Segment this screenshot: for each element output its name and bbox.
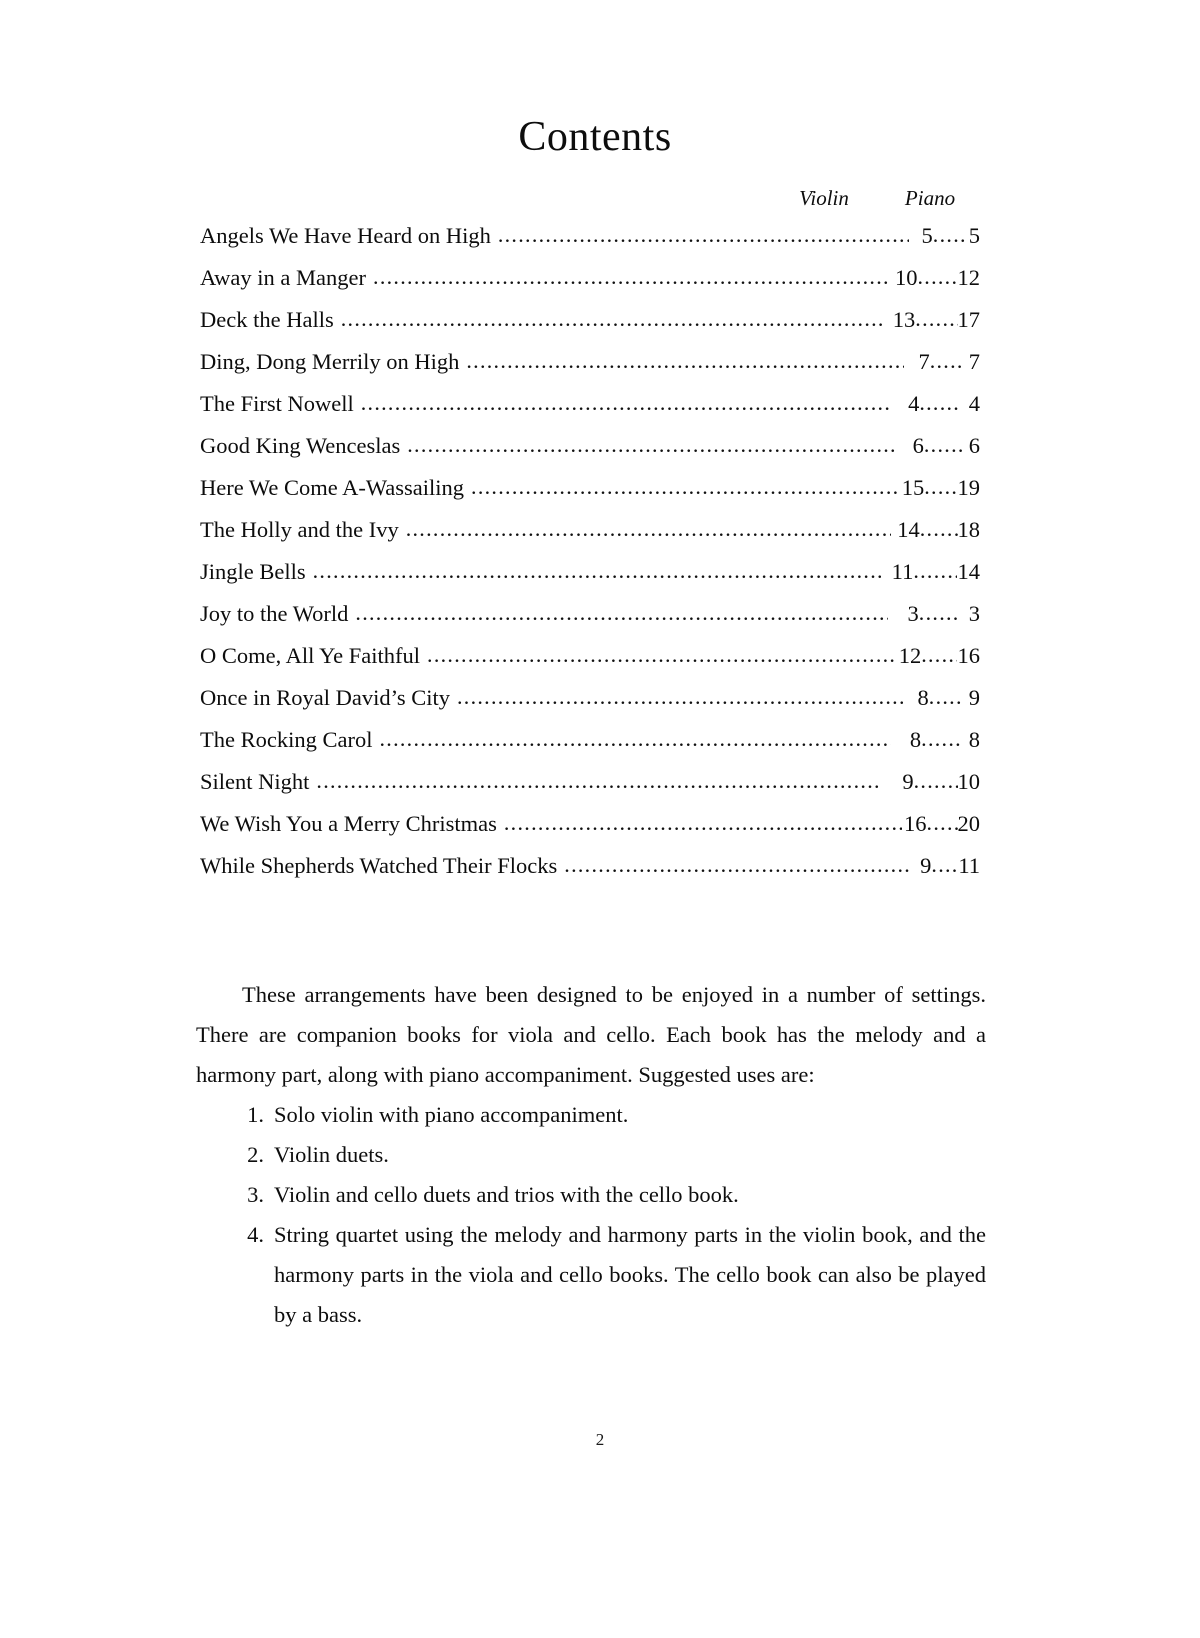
suggested-uses-list bbox=[196, 1095, 986, 1335]
list-item-number: 3. bbox=[247, 1182, 264, 1207]
toc-page-piano: 16 bbox=[957, 643, 980, 668]
page-title: Contents bbox=[518, 114, 672, 160]
list-item bbox=[234, 1215, 986, 1335]
toc-page-piano: 10 bbox=[957, 769, 980, 794]
toc-entry[interactable] bbox=[200, 813, 980, 855]
dot-leader-secondary bbox=[921, 728, 961, 751]
dot-leader bbox=[316, 770, 881, 793]
toc-entry-title: Good King Wenceslas bbox=[200, 433, 401, 458]
toc-page-piano: 9 bbox=[968, 685, 981, 710]
toc-entry[interactable] bbox=[200, 351, 980, 393]
toc-page-violin: 3 bbox=[907, 601, 919, 626]
dot-leader bbox=[406, 518, 892, 541]
toc-page-violin: 9 bbox=[902, 769, 914, 794]
toc-entry-title: Away in a Manger bbox=[200, 265, 367, 290]
dot-leader-secondary bbox=[921, 644, 957, 667]
dot-leader-secondary bbox=[929, 686, 964, 709]
dot-leader bbox=[504, 812, 902, 835]
toc-page-violin: 8 bbox=[909, 727, 922, 752]
dot-leader-secondary bbox=[917, 266, 957, 289]
toc-page-violin: 7 bbox=[918, 349, 930, 374]
toc-entry[interactable] bbox=[200, 645, 980, 687]
column-header-violin: Violin bbox=[799, 186, 849, 210]
toc-entry[interactable] bbox=[200, 729, 980, 771]
list-item-text: String quartet using the melody and harmony parts in the violin book, and the harmony parts in the viola and cello books. The cello book can also be played by a bass. bbox=[274, 1222, 986, 1327]
dot-leader bbox=[355, 602, 888, 625]
toc-page-piano: 18 bbox=[957, 517, 980, 542]
toc-page-piano: 14 bbox=[957, 559, 980, 584]
page-number: 2 bbox=[595, 1430, 605, 1449]
dot-leader bbox=[466, 350, 904, 373]
toc-entry-title: Silent Night bbox=[200, 769, 310, 794]
toc-page-violin: 11 bbox=[891, 559, 914, 584]
toc-entry-title: Here We Come A-Wassailing bbox=[200, 475, 465, 500]
dot-leader bbox=[427, 644, 894, 667]
toc-entry-title: While Shepherds Watched Their Flocks bbox=[200, 853, 558, 878]
dot-leader bbox=[457, 686, 903, 709]
toc-entry-list bbox=[200, 225, 980, 897]
dot-leader bbox=[313, 560, 881, 583]
dot-leader bbox=[341, 308, 884, 331]
toc-page-violin: 5 bbox=[921, 223, 933, 248]
toc-page-violin: 13 bbox=[892, 307, 916, 332]
dot-leader bbox=[379, 728, 891, 751]
toc-page-piano: 4 bbox=[968, 391, 981, 416]
list-item-number: 4. bbox=[247, 1222, 264, 1247]
toc-entry[interactable] bbox=[200, 855, 980, 897]
toc-entry-title: We Wish You a Merry Christmas bbox=[200, 811, 497, 836]
toc-page-violin: 10 bbox=[894, 265, 918, 290]
dot-leader-secondary bbox=[924, 476, 957, 499]
toc-entry[interactable] bbox=[200, 519, 980, 561]
dot-leader-secondary bbox=[931, 854, 958, 877]
toc-page-piano: 7 bbox=[968, 349, 980, 374]
dot-leader-secondary bbox=[924, 434, 962, 457]
dot-leader bbox=[498, 224, 909, 247]
toc-entry-title: The Rocking Carol bbox=[200, 727, 373, 752]
toc-page-violin: 8 bbox=[917, 685, 929, 710]
toc-entry[interactable] bbox=[200, 561, 980, 603]
toc-page-violin: 4 bbox=[908, 391, 920, 416]
list-item bbox=[234, 1095, 986, 1135]
toc-entry-title: Once in Royal David’s City bbox=[200, 685, 450, 710]
toc-entry-title: Joy to the World bbox=[200, 601, 349, 626]
table-of-contents bbox=[200, 158, 980, 897]
dot-leader-secondary bbox=[914, 770, 958, 793]
list-item-text: Violin duets. bbox=[274, 1142, 389, 1167]
toc-entry-title: O Come, All Ye Faithful bbox=[200, 643, 421, 668]
toc-column-headers bbox=[200, 186, 980, 211]
toc-page-violin: 12 bbox=[898, 643, 922, 668]
toc-page-piano: 20 bbox=[957, 811, 980, 836]
toc-page-piano: 11 bbox=[958, 853, 980, 878]
dot-leader-secondary bbox=[933, 224, 965, 247]
notes-paragraph: These arrangements have been designed to be enjoyed in a number of settings. There are companion books for viola and cello. Each book has the melody and a harmony part, along with piano accompaniment. Suggested uses are: bbox=[196, 982, 986, 1087]
toc-page-violin: 14 bbox=[897, 517, 920, 542]
toc-entry[interactable] bbox=[200, 477, 980, 519]
toc-entry[interactable] bbox=[200, 267, 980, 309]
toc-entry-title: Deck the Halls bbox=[200, 307, 334, 332]
dot-leader-secondary bbox=[920, 518, 958, 541]
toc-page-piano: 8 bbox=[968, 727, 980, 752]
toc-entry[interactable] bbox=[200, 603, 980, 645]
dot-leader-secondary bbox=[927, 812, 958, 835]
list-item bbox=[234, 1135, 986, 1175]
dot-leader-secondary bbox=[919, 392, 960, 415]
column-header-piano: Piano bbox=[904, 186, 956, 210]
dot-leader bbox=[361, 392, 889, 415]
toc-page-piano: 3 bbox=[968, 601, 981, 626]
list-item-number: 1. bbox=[247, 1102, 264, 1127]
toc-entry[interactable] bbox=[200, 687, 980, 729]
list-item bbox=[234, 1175, 986, 1215]
toc-page-piano: 5 bbox=[968, 223, 981, 248]
toc-entry[interactable] bbox=[200, 393, 980, 435]
list-item-text: Solo violin with piano accompaniment. bbox=[274, 1102, 629, 1127]
performance-notes bbox=[196, 897, 986, 1335]
list-item-number: 2. bbox=[247, 1142, 264, 1167]
dot-leader bbox=[373, 266, 888, 289]
toc-entry-title: Ding, Dong Merrily on High bbox=[200, 349, 460, 374]
toc-page-violin: 15 bbox=[901, 475, 925, 500]
toc-entry-title: Jingle Bells bbox=[200, 559, 306, 584]
toc-entry-title: Angels We Have Heard on High bbox=[200, 223, 491, 248]
list-item-text: Violin and cello duets and trios with the cello book. bbox=[274, 1182, 739, 1207]
toc-entry-title: The First Nowell bbox=[200, 391, 354, 416]
dot-leader-secondary bbox=[919, 602, 960, 625]
toc-page-violin: 9 bbox=[920, 853, 932, 878]
toc-entry[interactable] bbox=[200, 771, 980, 813]
toc-entry[interactable] bbox=[200, 435, 980, 477]
dot-leader bbox=[407, 434, 895, 457]
toc-entry[interactable] bbox=[200, 309, 980, 351]
dot-leader-secondary bbox=[930, 350, 964, 373]
toc-entry-title: The Holly and the Ivy bbox=[200, 517, 399, 542]
dot-leader-secondary bbox=[915, 308, 957, 331]
toc-entry[interactable] bbox=[200, 225, 980, 267]
toc-page-violin: 6 bbox=[912, 433, 924, 458]
dot-leader bbox=[471, 476, 899, 499]
toc-page-piano: 6 bbox=[968, 433, 980, 458]
toc-page-piano: 17 bbox=[957, 307, 980, 332]
toc-page-piano: 19 bbox=[957, 475, 980, 500]
dot-leader bbox=[564, 854, 910, 877]
toc-page-violin: 16 bbox=[904, 811, 927, 836]
dot-leader-secondary bbox=[913, 560, 957, 583]
toc-page-piano: 12 bbox=[957, 265, 980, 290]
